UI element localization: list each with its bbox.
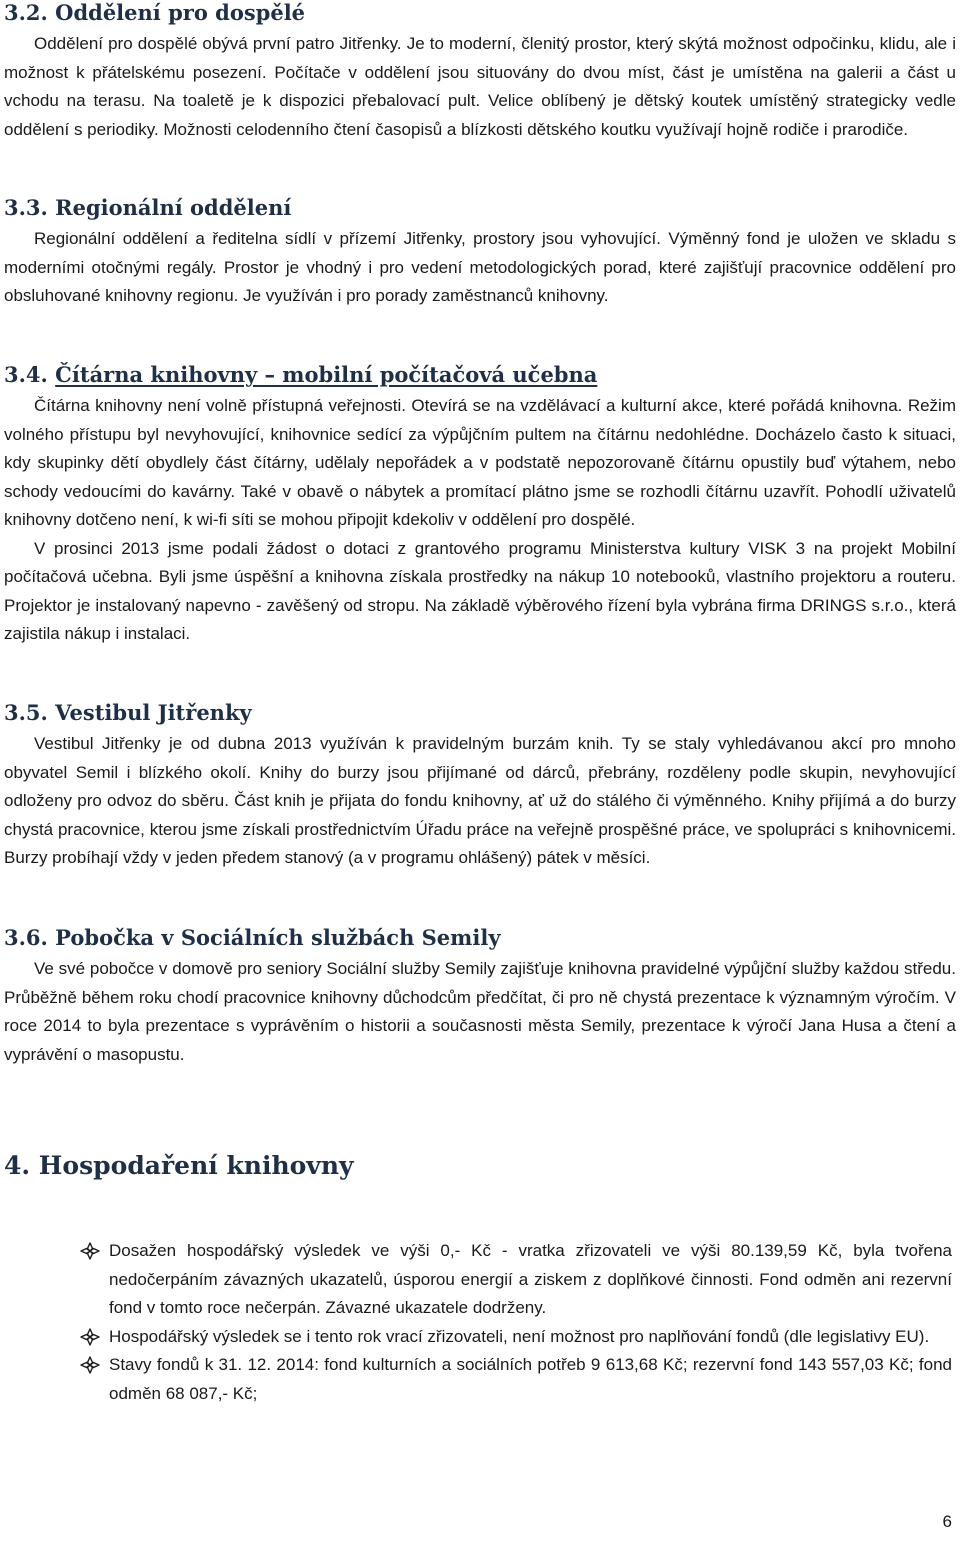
section-heading-number: 3.4. <box>4 362 48 387</box>
section-paragraph: Oddělení pro dospělé obývá první patro Jitřenky. Je to moderní, členitý prostor, který skýtá možnost odpočinku, klidu, ale i možnost k přátelskému posezení. Počítače v oddělení jsou situovány do dvou míst, část je umístěna na galerii a část u vchodu na terasu. Na toaletě je k dispozici přebalovací pult. Velice oblíbený je dětský koutek umístěný strategicky vedle oddělení s periodiky. Možnosti celodenního čtení časopisů a blízkosti dětského koutku využívají hojně rodiče i prarodiče. <box>4 34 956 139</box>
section-3-2 <box>4 0 956 144</box>
list-item: Hospodářský výsledek se i tento rok vrací zřizovateli, není možnost pro naplňování fondů (dle legislativy EU). <box>4 1323 956 1352</box>
four-diamond-bullet-icon <box>80 1328 100 1346</box>
list-item: Dosažen hospodářský výsledek ve výši 0,- Kč - vratka zřizovateli ve výši 80.139,59 Kč, byla tvořena nedočerpáním závazných ukazatelů, úsporou energií a ziskem z doplňkové činnosti. Fond odměn ani rezervní fond v tomto roce nečerpán. Závazné ukazatele dodrženy. <box>4 1237 956 1323</box>
section-heading <box>4 362 956 388</box>
four-diamond-bullet-icon <box>80 1356 100 1374</box>
section-heading-text: Vestibul Jitřenky <box>55 700 252 725</box>
section-paragraph: Ve své pobočce v domově pro seniory Sociální služby Semily zajišťuje knihovna pravidelné výpůjční služby každou středu. Průběžně během roku chodí pracovnice knihovny důchodcům předčítat, či pro ně chystá prezentace k významným výročím. V roce 2014 to byla prezentace s vyprávěním o historii a současnosti města Semily, prezentace k výročí Jana Husa a čtení a vyprávění o masopustu. <box>4 959 956 1064</box>
section-3-5 <box>4 700 956 873</box>
section-heading-number: 3.6. <box>4 925 48 950</box>
bullet-list <box>4 1237 956 1408</box>
section-paragraph: V prosinci 2013 jsme podali žádost o dotaci z grantového programu Ministerstva kultury VISK 3 na projekt Mobilní počítačová učebna. Byli jsme úspěšní a knihovna získala prostředky na nákup 10 notebooků, vlastního projektoru a routeru. Projektor je instalovaný napevno - zavěšený od stropu. Na základě výběrového řízení byla vybrána firma DRINGS s.r.o., která zajistila nákup i instalaci. <box>4 538 956 643</box>
section-heading-text: Čítárna knihovny – mobilní počítačová učebna <box>55 362 598 387</box>
section-heading: 3.2. Oddělení pro dospělé <box>4 0 306 25</box>
chapter-4 <box>4 1150 956 1408</box>
section-3-4 <box>4 362 956 649</box>
section-3-6 <box>4 925 956 1069</box>
section-3-3 <box>4 195 956 311</box>
section-heading-text: Pobočka v Sociálních službách Semily <box>55 925 501 950</box>
section-paragraph: Čítárna knihovny není volně přístupná veřejnosti. Otevírá se na vzdělávací a kulturní akce, které pořádá knihovna. Režim volného přístupu byl nevyhovující, knihovnice sedící za výpůjčním pultem na čítárnu nedohlédne. Docházelo často k situaci, kdy skupinky dětí obydlely část čítárny, udělaly nepořádek a v podstatě nepozorovaně čítárnu opustily buď výtahem, nebo schody vedoucími do kavárny. Také v obavě o nábytek a promítací plátno jsme se rozhodli čítárnu uzavřít. Pohodlí uživatelů knihovny dotčeno není, k wi-fi síti se mohou připojit kdekoliv v oddělení pro dospělé. <box>4 396 956 529</box>
section-heading: 3.3. Regionální oddělení <box>4 195 292 220</box>
list-item: Stavy fondů k 31. 12. 2014: fond kulturních a sociálních potřeb 9 613,68 Kč; rezervní fond 143 557,03 Kč; fond odměn 68 087,- Kč; <box>4 1351 956 1408</box>
chapter-heading: 4. Hospodaření knihovny <box>4 1151 354 1180</box>
section-heading-number: 3.5. <box>4 700 48 725</box>
section-paragraph: Vestibul Jitřenky je od dubna 2013 využíván k pravidelným burzám knih. Ty se staly vyhledávanou akcí pro mnoho obyvatel Semil i blízkého okolí. Knihy do burzy jsou přijímané od dárců, přebrány, rozděleny podle skupin, nevyhovující odloženy pro odvoz do sběru. Část knih je přijata do fondu knihovny, ať už do stálého či výměnného. Knihy přijímá a do burzy chystá pracovnice, kterou jsme získali prostřednictvím Úřadu práce na veřejně prospěšné práce, ve spolupráci s knihovnicemi. Burzy probíhají vždy v jeden předem stanový (a v programu ohlášený) pátek v měsíci. <box>4 734 956 867</box>
section-heading <box>4 700 956 726</box>
section-paragraph: Regionální oddělení a ředitelna sídlí v přízemí Jitřenky, prostory jsou vyhovující. Výměnný fond je uložen ve skladu s moderními otočnými regály. Prostor je vhodný i pro vedení metodologických porad, které zajišťují pracovnice oddělení pro obsluhované knihovny regionu. Je využíván i pro porady zaměstnanců knihovny. <box>4 229 956 305</box>
four-diamond-bullet-icon <box>80 1242 100 1260</box>
page-number: 6 <box>942 1512 952 1531</box>
section-heading <box>4 925 956 951</box>
